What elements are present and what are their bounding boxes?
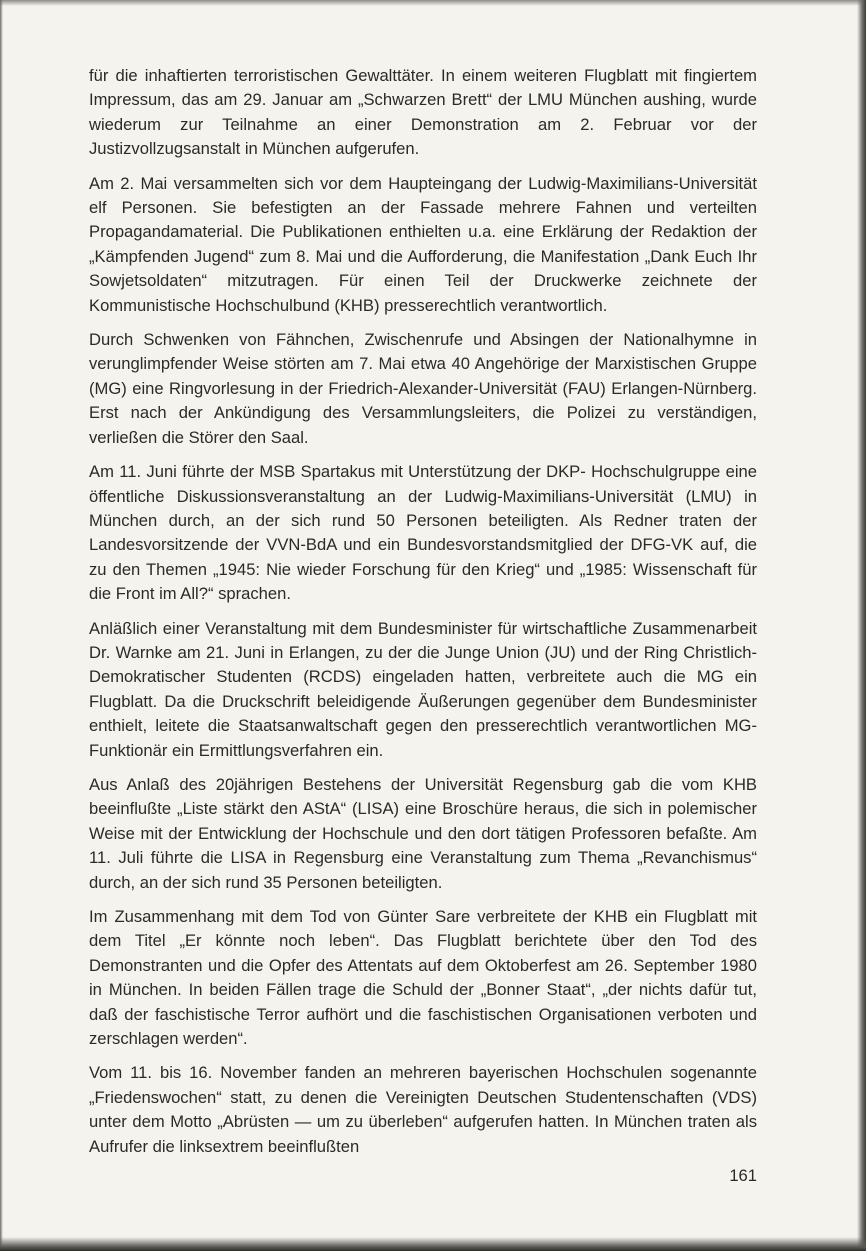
paragraph: Am 11. Juni führte der MSB Spartakus mit Unterstützung der DKP- Hochschulgruppe eine öffentliche Diskussionsveranstaltung an der Ludwig-Maximilians-Universität (LMU) in München durch, an der sich rund 50 Personen beteiligten. Als Redner traten der Landesvorsitzende der VVN-BdA und ein Bundesvorstandsmitglied der DFG-VK auf, die zu den Themen „1945: Nie wieder Forschung für den Krieg“ und „1985: Wissenschaft für die Front im All?“ sprachen. bbox=[89, 462, 757, 604]
paragraph: Im Zusammenhang mit dem Tod von Günter Sare verbreitete der KHB ein Flugblatt mit dem Titel „Er könnte noch leben“. Das Flugblatt berichtete über den Tod des Demonstranten und die Opfer des Attentats auf dem Oktoberfest am 26. September 1980 in München. In beiden Fällen trage die Schuld der „Bonner Staat“, „der nichts dafür tut, daß der faschistische Terror aufhört und die faschistischen Organisationen verboten und zerschlagen werden“. bbox=[89, 907, 757, 1049]
paragraph: Anläßlich einer Veranstaltung mit dem Bundesminister für wirtschaftliche Zusammenarbeit Dr. Warnke am 21. Juni in Erlangen, zu der die Junge Union (JU) und der Ring Christlich-Demokratischer Studenten (RCDS) eingeladen hatten, verbreitete auch die MG ein Flugblatt. Da die Druckschrift beleidigende Äußerungen gegenüber dem Bundesminister enthielt, leitete die Staatsanwaltschaft gegen den presserechtlich verantwortlichen MG-Funktionär ein Ermittlungsverfahren ein. bbox=[89, 618, 757, 760]
page-edge-right bbox=[857, 0, 866, 1251]
paragraph: für die inhaftierten terroristischen Gewalttäter. In einem weiteren Flugblatt mit fingiertem Impressum, das am 29. Januar am „Schwarzen Brett“ der LMU München aushing, wurde wiederum zur Teilnahme an einer Demonstration am 2. Februar vor der Justizvollzugsanstalt in München aufgerufen. bbox=[89, 66, 757, 159]
page-edge-top bbox=[0, 0, 866, 6]
paragraph: Vom 11. bis 16. November fanden an mehreren bayerischen Hochschulen sogenannte „Friedenswochen“ statt, zu denen die Vereinigten Deutschen Studentenschaften (VDS) unter dem Motto „Abrüsten — um zu überleben“ aufgerufen hatten. In München traten als Aufrufer die linksextrem beeinflußten bbox=[89, 1063, 757, 1156]
page-number: 161 bbox=[729, 1166, 757, 1185]
body-text bbox=[89, 64, 757, 1169]
paragraph: Aus Anlaß des 20jährigen Bestehens der Universität Regensburg gab die vom KHB beeinflußte „Liste stärkt den AStA“ (LISA) eine Broschüre heraus, die sich in polemischer Weise mit der Entwicklung der Hochschule und den dort tätigen Professoren befaßte. Am 11. Juli führte die LISA in Regensburg eine Veranstaltung zum Thema „Revanchismus“ durch, an der sich rund 35 Personen beteiligten. bbox=[89, 774, 757, 892]
page-edge-left bbox=[0, 0, 3, 1251]
paragraph: Durch Schwenken von Fähnchen, Zwischenrufe und Absingen der Nationalhymne in verunglimpfender Weise störten am 7. Mai etwa 40 Angehörige der Marxistischen Gruppe (MG) eine Ringvorlesung in der Friedrich-Alexander-Universität (FAU) Erlangen-Nürnberg. Erst nach der Ankündigung des Versammlungsleiters, die Polizei zu verständigen, verließen die Störer den Saal. bbox=[89, 330, 757, 447]
page-edge-bottom bbox=[0, 1237, 866, 1251]
paragraph: Am 2. Mai versammelten sich vor dem Haupteingang der Ludwig-Maximilians-Universität elf Personen. Sie befestigten an der Fassade mehrere Fahnen und verteilten Propagandamaterial. Die Publikationen enthielten u.a. eine Erklärung der Redaktion der „Kämpfenden Jugend“ zum 8. Mai und die Aufforderung, die Manifestation „Dank Euch Ihr Sowjetsoldaten“ mitzutragen. Für einen Teil der Druckwerke zeichnete der Kommunistische Hochschulbund (KHB) presserechtlich verantwortlich. bbox=[89, 173, 757, 315]
